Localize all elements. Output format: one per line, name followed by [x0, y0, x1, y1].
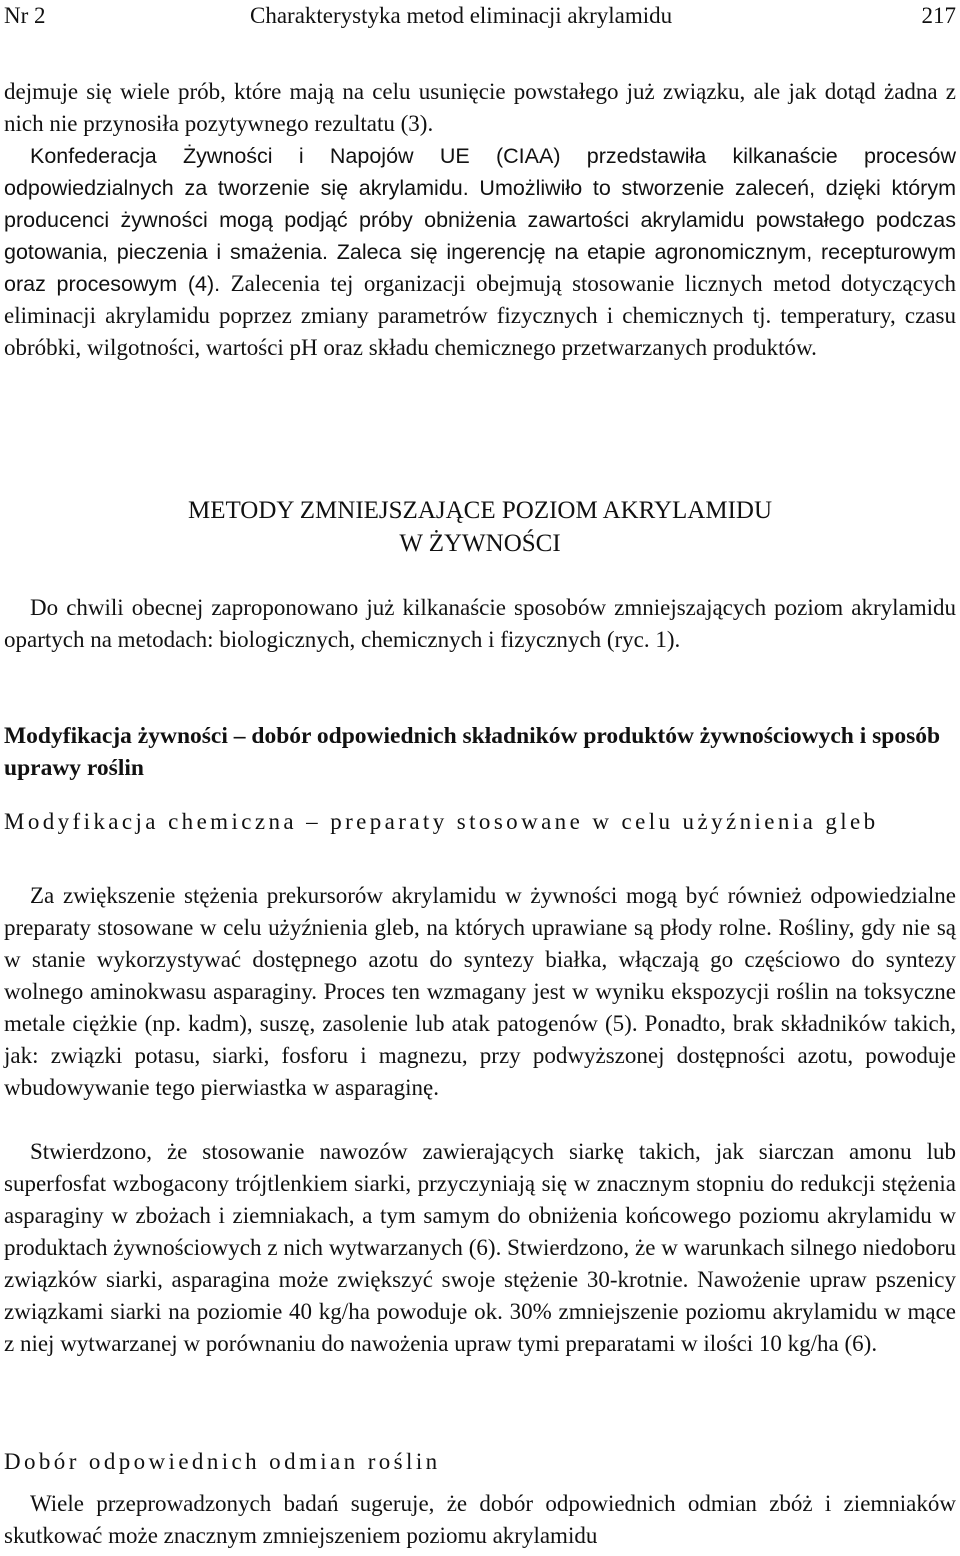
section-title [4, 494, 956, 560]
intro-ciaa-text: Konfederacja Żywności i Napojów UE (CIAA) przedstawiła kilkanaście procesów odpowiedzialnych za tworzenie się akrylamidu. Umożliwiło to stworzenie zaleceń, dzięki którym producenci żywności mogą podjąć próby obniżenia zawartości akrylamidu powstałego podczas gotowania, pieczenia i smażenia. Zaleca się ingerencję na etapie agronomicznym, recepturowym oraz procesowym (4). [4, 144, 956, 296]
issue-number: Nr 2 [4, 3, 46, 28]
running-title: Charakterystyka metod eliminacji akrylamidu [250, 3, 673, 28]
section-intro-paragraph: Do chwili obecnej zaproponowano już kilkanaście sposobów zmniejszających poziom akrylamidu opartych na metodach: biologicznych, chemicznych i fizycznych (ryc. 1). [4, 595, 956, 652]
paragraph-fertilizers: Za zwiększenie stężenia prekursorów akrylamidu w żywności mogą być również odpowiedzialne preparaty stosowane w celu użyźnienia gleb, na których uprawiane są płody rolne. Rośliny, gdy nie są w stanie wykorzystywać dostępnego azotu do syntezy białka, włączają go częściowo do syntezy wolnego aminokwasu asparaginy. Proces ten wzmagany jest w wyniku ekspozycji roślin na toksyczne metale ciężkie (np. kadm), suszę, zasolenie lub atak patogenów (5). Ponadto, brak składników takich, jak: związki potasu, siarki, fosforu i magnezu, przy podwyższonej dostępności azotu, powoduje wbudowywanie tego pierwiastka w asparaginę. [4, 883, 956, 1100]
page-number: 217 [921, 3, 956, 28]
paragraph-plant-varieties: Wiele przeprowadzonych badań sugeruje, że dobór odpowiednich odmian zbóż i ziemniaków skutkować może znacznym zmniejszeniem poziomu akrylamidu [4, 1491, 956, 1548]
intro-recommendations-text: Zalecenia tej organizacji obejmują stosowanie licznych metod dotyczących eliminacji akrylamidu poprzez zmiany parametrów fizycznych i chemicznych tj. temperatury, czasu obróbki, wilgotności, wartości pH oraz składu chemicznego przetwarzanych produktów. [4, 271, 956, 360]
intro-paragraph-continued: dejmuje się wiele prób, które mają na celu usunięcie powstałego już związku, ale jak dotąd żadna z nich nie przynosiła pozytywnego rezultatu (3). [4, 79, 956, 136]
subsection-heading: Modyfikacja żywności – dobór odpowiednich składników produktów żywnościowych i sposób uprawy roślin [4, 723, 941, 781]
paragraph-sulfur-fertilization: Stwierdzono, że stosowanie nawozów zawierających siarkę takich, jak siarczan amonu lub superfosfat wzbogacony trójtlenkiem siarki, przyczyniają się w znacznym stopniu do redukcji stężenia asparaginy w zbożach i ziemniakach, a tym samym do obniżenia końcowego poziomu akrylamidu w produktach żywnościowych z nich wytwarzanych (6). Stwierdzono, że w warunkach silnego niedoboru związków siarki, asparagina może zwiększyć swoje stężenie 30-krotnie. Nawożenie upraw pszenicy związkami siarki na poziomie 40 kg/ha powoduje ok. 30% zmniejszenie poziomu akrylamidu w mące z niej wytwarzanej w porównaniu do nawożenia upraw tymi preparatami w ilości 10 kg/ha (6). [4, 1139, 956, 1356]
section-title-line1: METODY ZMNIEJSZAJĄCE POZIOM AKRYLAMIDU [187, 497, 773, 524]
subheading-chemical-modification: Modyfikacja chemiczna – preparaty stosowane w celu użyźnienia gleb [4, 809, 879, 834]
section-title-line2: W ŻYWNOŚCI [399, 530, 561, 557]
running-head [4, 0, 956, 32]
subheading-plant-varieties: Dobór odpowiednich odmian roślin [4, 1449, 441, 1474]
intro-paragraph-ciaa [4, 140, 956, 364]
